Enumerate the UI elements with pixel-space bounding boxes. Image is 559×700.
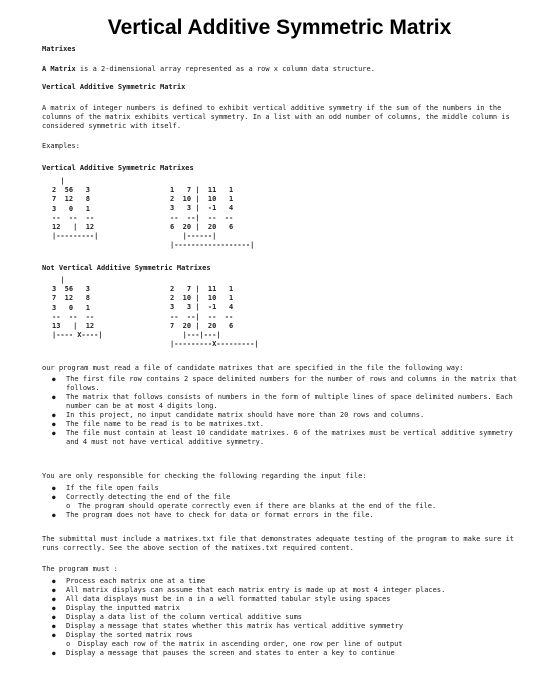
list-item: ● Process each matrix one at a time: [52, 577, 520, 586]
section-heading-matrixes: Matrixes: [42, 45, 76, 53]
list-item: ● All data displays must be in a in a well formatted tabular style using spaces: [52, 595, 520, 604]
list-item: ● The file name to be read is to be matrixes.txt.: [52, 420, 520, 429]
list-item: ● In this project, no input candidate matrix should have more than 20 rows and columns.: [52, 411, 520, 420]
definition-paragraph: A matrix of integer numbers is defined to exhibit vertical additive symmetry if the sum of the numbers in the columns of the matrix exhibits vertical symmetry. In a list with an odd number of columns, the middle column is considered symmetric with itself.: [42, 104, 510, 130]
program-intro: our program must read a file of candidate matrixes that are specified in the file the following way:: [42, 364, 464, 372]
file-format-list: [52, 375, 520, 447]
intro-bold-term: A Matrix: [42, 65, 76, 73]
list-item: ● The file must contain at least 10 candidate matrixes. 6 of the matrixes must be vertical additive symmetry and 4 must not have vertical additive symmetry.: [52, 429, 520, 447]
examples-label: Examples:: [42, 142, 80, 150]
responsible-intro: You are only responsible for checking the following regarding the input file:: [42, 472, 367, 480]
list-item: ● The program does not have to check for data or format errors in the file.: [52, 511, 520, 520]
program-must-label: The program must :: [42, 565, 118, 573]
page-title: Vertical Additive Symmetric Matrix: [107, 16, 452, 39]
list-item: ● Display a data list of the column vertical additive sums: [52, 613, 520, 622]
heading-symmetric-examples: Vertical Additive Symmetric Matrixes: [42, 164, 194, 172]
symmetric-matrix-1: | 2 56 3 7 12 8 3 0 1 -- -- -- 12 | 12 |---------|: [52, 177, 99, 241]
not-symmetric-matrix-2: 2 7 | 11 1 2 10 | 10 1 3 3 | -1 4 -- --| -- -- 7 20 | 20 6 |---|---| |---------X---------|: [170, 285, 259, 349]
heading-not-symmetric-examples: Not Vertical Additive Symmetric Matrixes: [42, 264, 211, 272]
list-item: ● The first file row contains 2 space delimited numbers for the number of rows and columns in the matrix that follows.: [52, 375, 520, 393]
requirements-list: [52, 577, 520, 658]
list-item: ● Correctly detecting the end of the file: [52, 493, 520, 502]
list-item: ● The matrix that follows consists of numbers in the form of multiple lines of space delimited numbers. Each number can be at most 4 digits long.: [52, 393, 520, 411]
list-item: ● If the file open fails: [52, 484, 520, 493]
intro-paragraph: [42, 65, 520, 74]
list-item: ● Display a message that states whether this matrix has vertical additive symmetry: [52, 622, 520, 631]
list-item: ● Display a message that pauses the screen and states to enter a key to continue: [52, 649, 520, 658]
intro-text: is a 2-dimensional array represented as a row x column data structure.: [75, 65, 375, 73]
submittal-paragraph: The submittal must include a matrixes.txt file that demonstrates adequate testing of the program to make sure it runs correctly. See the above section of the matixes.txt required content.: [42, 535, 515, 552]
list-subitem: o The program should operate correctly even if there are blanks at the end of the file.: [52, 502, 520, 511]
not-symmetric-matrix-1: | 3 56 3 7 12 8 3 0 1 -- -- -- 13 | 12 |---- X----|: [52, 276, 103, 340]
list-item: ● Display the inputted matrix: [52, 604, 520, 613]
symmetric-matrix-2: 1 7 | 11 1 2 10 | 10 1 3 3 | -1 4 -- --| -- -- 6 20 | 20 6 |------| |------------------|: [170, 186, 255, 250]
list-item: ● Display the sorted matrix rows: [52, 631, 520, 640]
responsibility-list: [52, 484, 520, 520]
section-heading-vasm: Vertical Additive Symmetric Matrix: [42, 83, 186, 91]
list-subitem: o Display each row of the matrix in ascending order, one row per line of output: [52, 640, 520, 649]
list-item: ● All matrix displays can assume that each matrix entry is made up at most 4 integer places.: [52, 586, 520, 595]
